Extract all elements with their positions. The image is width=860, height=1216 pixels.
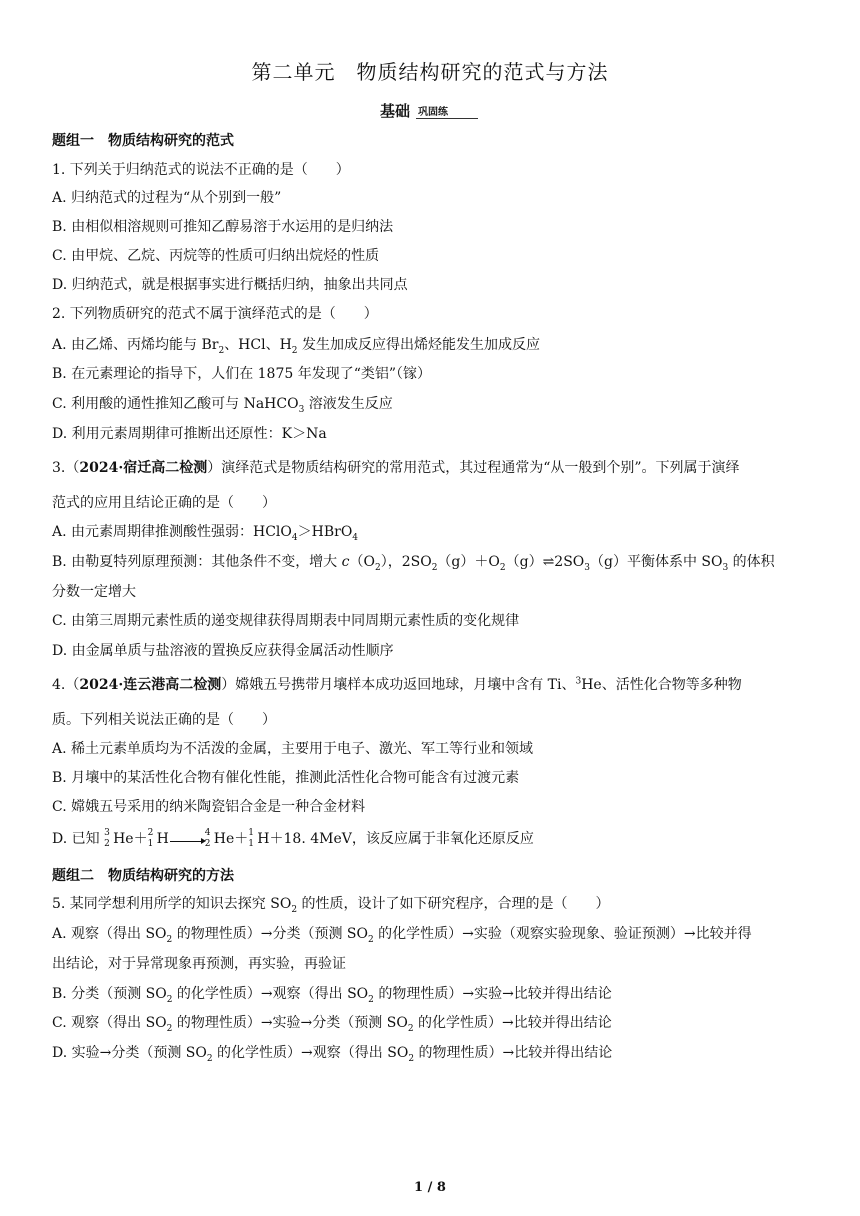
question-1-option-d: D. 归纳范式，就是根据事实进行概括归纳，抽象出共同点 (52, 277, 408, 293)
question-1-option-a: A. 归纳范式的过程为“从个别到一般” (52, 190, 282, 206)
question-4-option-d: D. 已知 3 2 He＋ 2 1 H 4 2 He＋ 1 1 H＋18. 4MeV，该反应属于非氧化还原反应 (52, 828, 534, 849)
question-2-stem: 2. 下列物质研究的范式不属于演绎范式的是（ ） (52, 306, 378, 322)
page-title: 第二单元 物质结构研究的范式与方法 (251, 60, 609, 84)
question-3-option-b: B. 由勒夏特列原理预测：其他条件不变，增大 $c(O_2)$，$2SO_2(g)+O_2(g)\rightleftharpoons 2SO_3(g)$平衡体系中 $SO_3$ 的体积 (52, 554, 775, 573)
question-4-option-a: A. 稀土元素单质均为不活泼的金属，主要用于电子、激光、军工等行业和领域 (52, 741, 534, 757)
question-2-option-c: C. 利用酸的通性推知乙酸可与 NaHCO$_3$ 溶液发生反应 (52, 396, 393, 415)
question-5-option-c: C. 观察（得出 $SO_2$ 的物理性质）→实验→分类（预测 $SO_2$ 的化学性质）→比较并得出结论 (52, 1015, 612, 1034)
question-4-stem: 4.（2024·连云港高二检测）嫦娥五号携带月壤样本成功返回地球，月壤中含有 Ti、$^3$He、活性化合物等多种物 (52, 676, 742, 693)
question-3-option-b-line2: 分数一定增大 (52, 584, 136, 600)
question-3-option-c: C. 由第三周期元素性质的递变规律获得周期表中同周期元素性质的变化规律 (52, 613, 520, 629)
question-4-option-c: C. 嫦娥五号采用的纳米陶瓷铝合金是一种合金材料 (52, 799, 366, 815)
question-5-option-b: B. 分类（预测 $SO_2$ 的化学性质）→观察（得出 $SO_2$ 的物理性质）→实验→比较并得出结论 (52, 986, 612, 1005)
question-3-stem: 3.（2024·宿迁高二检测）演绎范式是物质结构研究的常用范式，其过程通常为“从一般到个别”。下列属于演绎 (52, 460, 740, 476)
question-3-source: 2024·宿迁高二检测 (79, 460, 208, 476)
group-heading-1: 题组一 物质结构研究的范式 (52, 133, 234, 149)
question-3-option-d: D. 由金属单质与盐溶液的置换反应获得金属活动性顺序 (52, 643, 394, 659)
question-4-source: 2024·连云港高二检测 (79, 677, 222, 693)
reaction-arrow-icon (170, 829, 204, 842)
question-2-option-b: B. 在元素理论的指导下，人们在 1875 年发现了“类铝”（镓） (52, 366, 432, 382)
question-1-option-b: B. 由相似相溶规则可推知乙醇易溶于水运用的是归纳法 (52, 219, 394, 235)
question-5-option-d: D. 实验→分类（预测 $SO_2$ 的化学性质）→观察（得出 $SO_2$ 的物理性质）→比较并得出结论 (52, 1045, 613, 1064)
question-3-option-a: A. 由元素周期律推测酸性强弱：HClO$_4$＞HBrO$_4$ (52, 524, 359, 543)
question-2-option-a: A. 由乙烯、丙烯均能与 $Br_2$、HCl、$H_2$ 发生加成反应得出烯烃能发生加成反应 (52, 337, 540, 356)
question-5-option-a: A. 观察（得出 $SO_2$ 的物理性质）→分类（预测 $SO_2$ 的化学性质）→实验（观察实验现象、验证预测）→比较并得 (52, 926, 752, 945)
group-heading-2: 题组二 物质结构研究的方法 (52, 868, 234, 884)
question-3-stem-line2: 范式的应用且结论正确的是（ ） (52, 495, 276, 511)
question-1-stem: 1. 下列关于归纳范式的说法不正确的是（ ） (52, 162, 350, 178)
badge-sub-text: 巩固练 (418, 107, 448, 118)
question-5-stem: 5. 某同学想利用所学的知识去探究 $SO_2$ 的性质，设计了如下研究程序，合理的是（ ） (52, 896, 610, 915)
badge-underline (416, 118, 478, 119)
page-number: 1 / 8 (414, 1180, 446, 1195)
question-2-option-d: D. 利用元素周期律可推断出还原性：K＞Na (52, 426, 327, 442)
section-badge (378, 99, 482, 121)
question-1-option-c: C. 由甲烷、乙烷、丙烷等的性质可归纳出烷烃的性质 (52, 248, 380, 264)
question-5-option-a-line2: 出结论，对于异常现象再预测，再实验，再验证 (52, 956, 346, 972)
question-4-option-b: B. 月壤中的某活性化合物有催化性能，推测此活性化合物可能含有过渡元素 (52, 770, 520, 786)
question-4-stem-line2: 质。下列相关说法正确的是（ ） (52, 712, 276, 728)
badge-main-text: 基础 (380, 102, 411, 120)
